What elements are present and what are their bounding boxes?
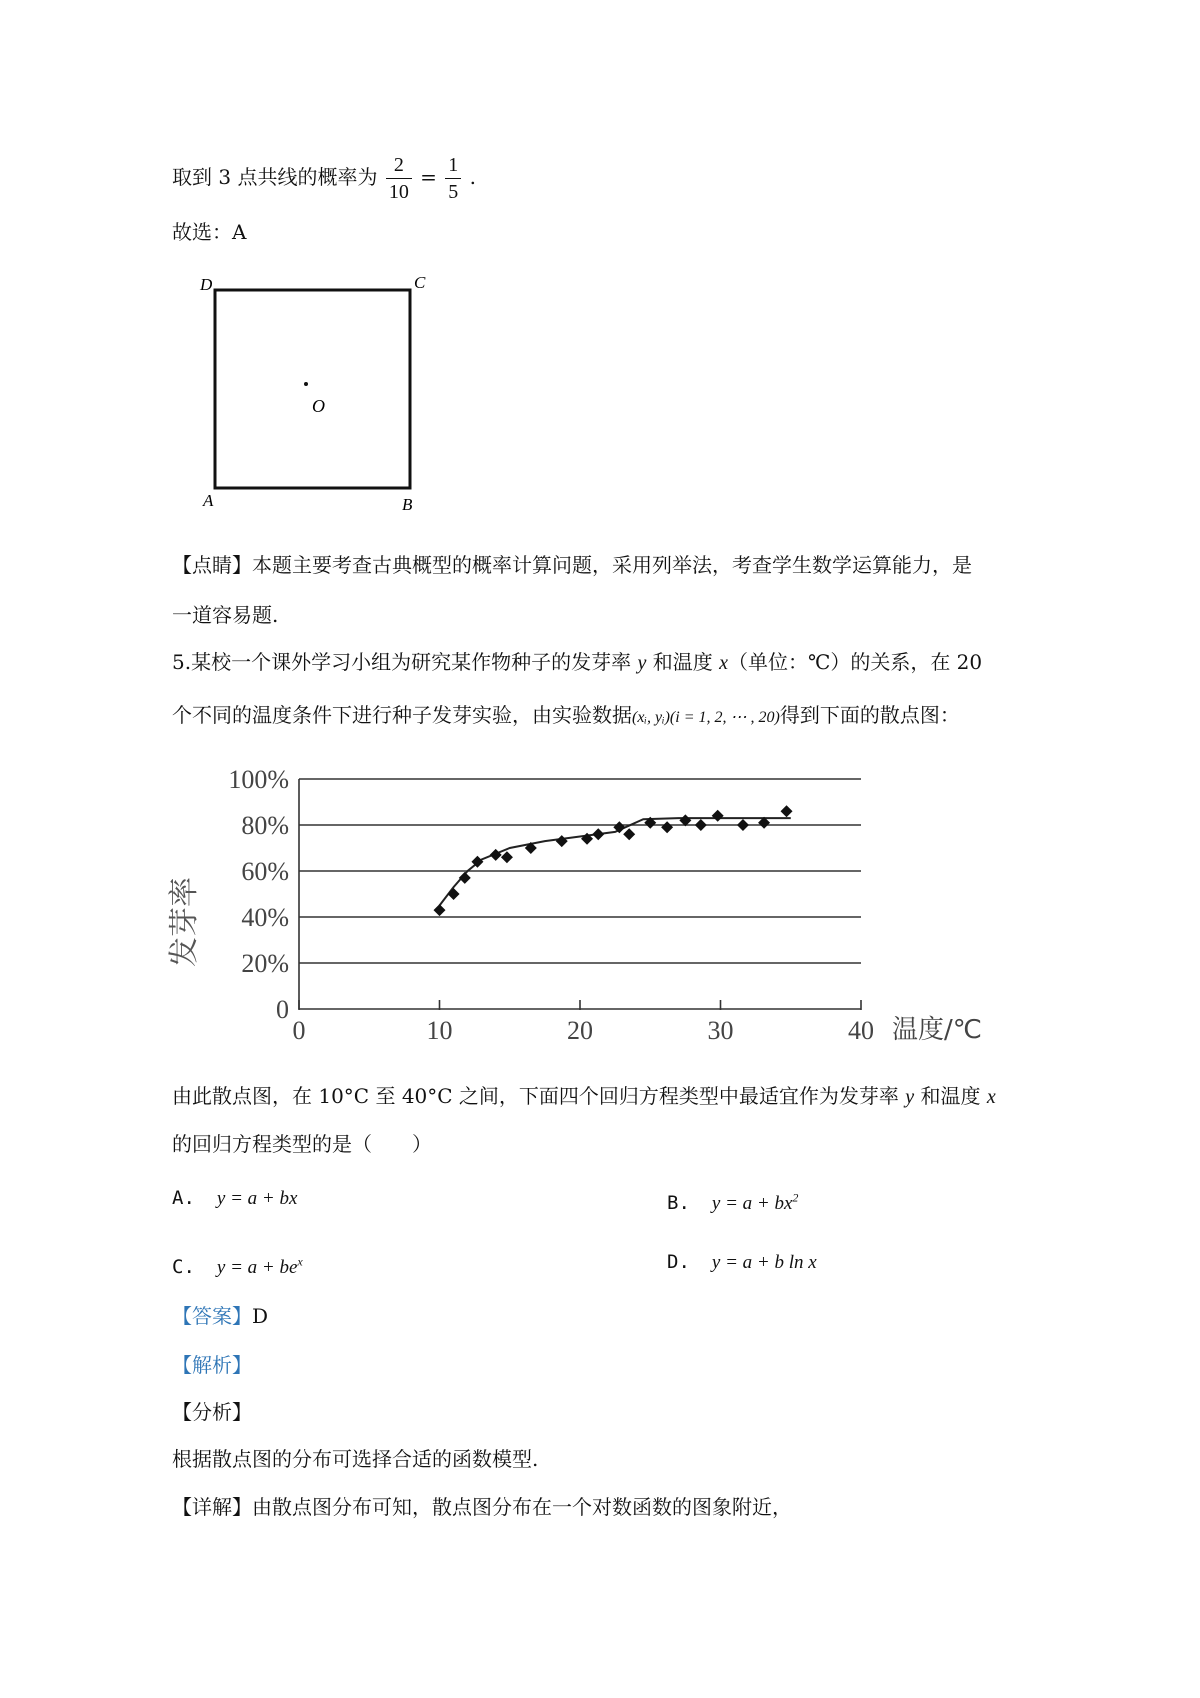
y-tick-label: 0 — [276, 995, 289, 1024]
option-equation: y = a + b ln x — [711, 1252, 817, 1273]
probability-line — [172, 152, 476, 205]
y-tick-label: 60% — [241, 857, 289, 886]
comment-tag: 点睛 — [192, 553, 232, 577]
fraction-numerator: 1 — [445, 152, 461, 179]
data-point — [695, 819, 707, 831]
answer-value: D — [252, 1304, 269, 1328]
question-text: （单位：℃）的关系，在 20 — [727, 650, 983, 674]
data-point — [661, 821, 673, 833]
option-letter: A. — [172, 1187, 195, 1209]
x-tick-label: 40 — [848, 1016, 874, 1045]
question-text: 和温度 — [646, 650, 720, 674]
label-c: C — [414, 273, 426, 292]
option-exponent: 2 — [792, 1191, 799, 1205]
comment-bracket-close: 】 — [232, 553, 252, 577]
fraction-1-5 — [445, 152, 461, 205]
x-tick-labels — [293, 1016, 875, 1045]
question-text: 由此散点图，在 10°C 至 40°C 之间，下面四个回归方程类型中最适宜作为发芽率 — [172, 1084, 906, 1108]
fraction-denominator: 10 — [388, 181, 409, 203]
data-point — [434, 904, 446, 916]
label-b: B — [402, 495, 413, 514]
question-line-2 — [172, 701, 960, 732]
detail-line — [172, 1493, 792, 1521]
chart-axes — [299, 779, 861, 1010]
x-tick-label: 10 — [426, 1016, 453, 1045]
scatter-chart — [167, 762, 1072, 1062]
detail-tag: 【详解】 — [172, 1495, 252, 1519]
data-points — [434, 805, 793, 916]
x-tick-label: 0 — [292, 1016, 306, 1045]
option-b[interactable] — [667, 1184, 798, 1218]
y-tick-label: 20% — [241, 949, 289, 978]
question-text: 5.某校一个课外学习小组为研究某作物种子的发芽率 — [172, 650, 638, 674]
comment-line-2: 一道容易题. — [172, 603, 279, 627]
y-axis-label: 发芽率 — [167, 877, 202, 967]
option-c[interactable] — [172, 1248, 303, 1282]
equals-sign: = — [420, 165, 437, 189]
data-point — [781, 805, 793, 817]
probability-prefix: 取到 3 点共线的概率为 — [172, 165, 378, 189]
option-letter: D. — [667, 1251, 690, 1273]
data-point — [623, 828, 635, 840]
data-point — [556, 835, 568, 847]
variable-y: y — [637, 652, 647, 674]
label-o: O — [312, 396, 325, 416]
comment-line-1 — [172, 551, 972, 579]
analysis-tag: 【解析】 — [172, 1353, 252, 1377]
data-point — [501, 851, 513, 863]
question-text: 得到下面的散点图： — [779, 703, 960, 727]
option-equation: y = a + bx — [711, 1193, 793, 1215]
question-line-3 — [172, 1082, 996, 1111]
y-tick-label: 40% — [241, 903, 289, 932]
square-figure — [185, 268, 425, 518]
center-point — [304, 382, 308, 386]
option-equation: y = a + bx — [216, 1188, 298, 1209]
label-a: A — [203, 491, 214, 510]
option-d[interactable] — [667, 1248, 817, 1277]
option-exponent: x — [297, 1255, 303, 1269]
y-tick-labels — [228, 765, 289, 1024]
data-point — [712, 810, 724, 822]
option-letter: C. — [172, 1256, 195, 1279]
fenxi-tag: 【分析】 — [172, 1400, 252, 1424]
answer-line — [172, 1302, 268, 1330]
data-point — [592, 828, 604, 840]
fraction-numerator: 2 — [386, 152, 412, 179]
data-point — [459, 872, 471, 884]
fit-curve — [440, 818, 791, 905]
detail-text: 由散点图分布可知，散点图分布在一个对数函数的图象附近， — [252, 1495, 792, 1519]
question-text: 和温度 — [914, 1084, 987, 1108]
question-line-1 — [172, 648, 982, 677]
choice-line: 故选：A — [172, 220, 247, 244]
y-tick-label: 100% — [228, 765, 289, 794]
variable-y: y — [905, 1086, 915, 1108]
fraction-denominator: 5 — [448, 181, 459, 203]
x-tick-label: 30 — [707, 1016, 734, 1045]
variable-x: x — [986, 1086, 996, 1108]
option-letter: B. — [667, 1192, 690, 1215]
option-a[interactable] — [172, 1184, 297, 1213]
comment-text: 本题主要考查古典概型的概率计算问题，采用列举法，考查学生数学运算能力，是 — [252, 553, 972, 577]
label-d: D — [200, 275, 213, 294]
question-line-4: 的回归方程类型的是（ ） — [172, 1132, 432, 1156]
data-point — [737, 819, 749, 831]
square-abcd — [215, 290, 410, 488]
fenxi-text: 根据散点图的分布可选择合适的函数模型. — [172, 1447, 539, 1471]
question-text: 个不同的温度条件下进行种子发芽实验，由实验数据 — [172, 703, 632, 727]
comment-bracket-open: 【 — [172, 553, 192, 577]
y-tick-label: 80% — [241, 811, 289, 840]
fraction-2-10 — [386, 152, 412, 205]
period: . — [469, 165, 477, 189]
option-equation: y = a + be — [216, 1257, 298, 1279]
chart-grid — [299, 779, 861, 963]
data-point — [490, 849, 502, 861]
answer-tag: 【答案】 — [172, 1304, 252, 1328]
data-notation: (xᵢ, yᵢ)(i = 1, 2, ⋯ , 20) — [632, 709, 780, 726]
x-axis-label: 温度/℃ — [892, 1015, 982, 1045]
data-point — [448, 888, 460, 900]
x-tick-label: 20 — [567, 1016, 593, 1045]
variable-x: x — [719, 652, 728, 674]
